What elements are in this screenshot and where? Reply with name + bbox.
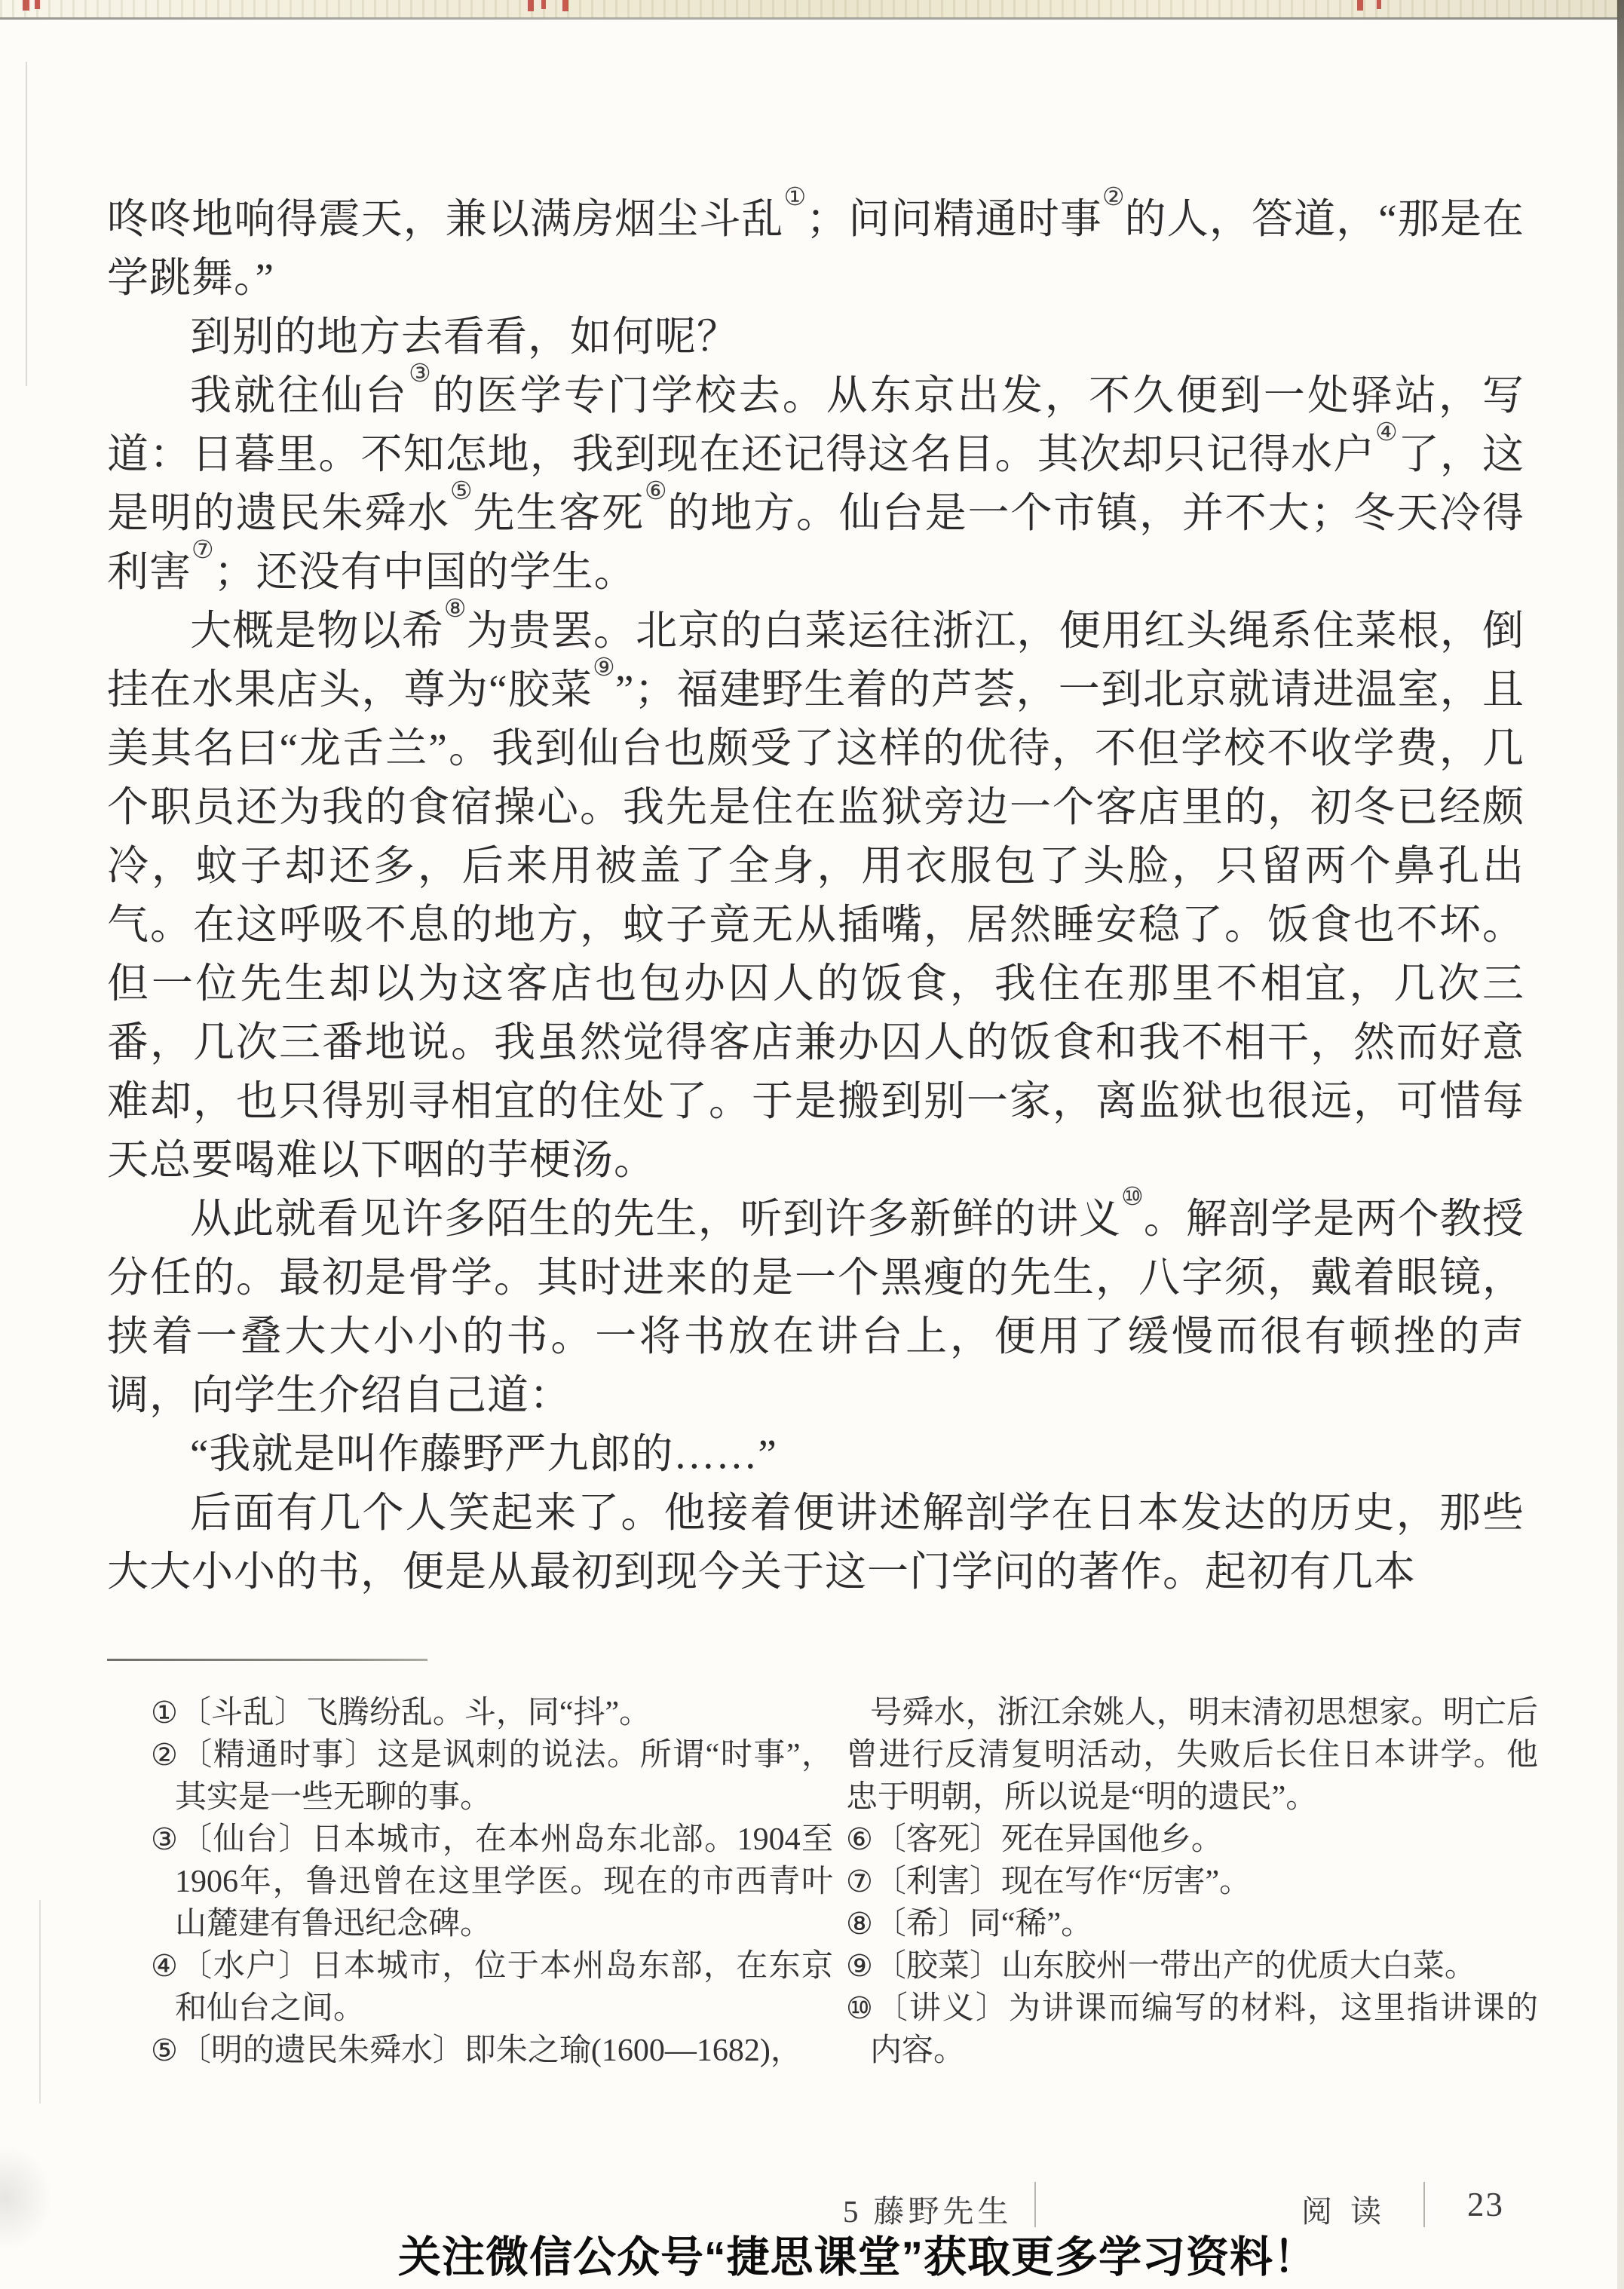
paragraph: 从此就看见许多陌生的先生，听到许多新鲜的讲义⑩。解剖学是两个教授分任的。最初是骨学。其时进来的是一个黑瘦的先生，八字须，戴着眼镜，挟着一叠大大小小的书。一将书放在讲台上，便用了缓慢而很有顿挫的声调，向学生介绍自己道： [107, 1181, 1524, 1418]
footnote-item [151, 2030, 833, 2072]
footnote-text: 〔胶菜〕山东胶州一带出产的优质大白菜。 [874, 1949, 1476, 1984]
footnote-text: 〔斗乱〕飞腾纷乱。斗，同“抖”。 [179, 1696, 651, 1730]
paragraph: 咚咚地响得震天，兼以满房烟尘斗乱①；问问精通时事②的人，答道，“那是在学跳舞。” [107, 181, 1524, 301]
footnote-text: 〔讲义〕为讲课而编写的材料，这里指讲课的内容。 [870, 1991, 1538, 2068]
footnote-marker: ⑩ [846, 1991, 875, 2026]
scan-top-rule [0, 17, 1619, 20]
footnote-item [846, 1945, 1538, 1987]
footnote-item [151, 1734, 833, 1819]
paragraph: 到别的地方去看看，如何呢？ [190, 314, 740, 360]
footnote-ref: ⑥ [644, 475, 668, 505]
footnote-text: 〔明的遗民朱舜水〕即朱之瑜(1600—1682)， [179, 2033, 802, 2068]
footnote-text: 〔水户〕日本城市，位于本州岛东部，在东京和仙台之间。 [175, 1949, 833, 2026]
paragraph: “我就是叫作藤野严九郎的……” [190, 1431, 777, 1477]
body-text [107, 181, 1524, 1601]
footnote-text: 〔利害〕现在写作“厉害”。 [874, 1865, 1252, 1899]
paragraph: 我就往仙台③的医学专门学校去。从东京出发，不久便到一处驿站，写道：日暮里。不知怎地，我到现在还记得这名目。其次却只记得水户④了，这是明的遗民朱舜水⑤先生客死⑥的地方。仙台是一个市镇，并不大；冬天冷得利害⑦；还没有中国的学生。 [107, 357, 1524, 595]
red-ink-mark [1357, 0, 1363, 11]
footnote-marker: ③ [151, 1822, 179, 1857]
footnote-ref: ③ [409, 357, 433, 388]
footnote-ref: ⑨ [593, 651, 615, 682]
footnote-marker: ⑦ [846, 1865, 873, 1899]
footnote-item [151, 1945, 833, 2030]
footnote-text: 〔精通时事〕这是讽刺的说法。所谓“时事”，其实是一些无聊的事。 [175, 1738, 834, 1815]
footnote-ref: ④ [1375, 416, 1398, 446]
footnote-divider [107, 1659, 427, 1661]
footnote-item [151, 1819, 833, 1945]
footnote-marker: ② [151, 1738, 179, 1773]
footnote-text: 〔希〕同“稀”。 [874, 1907, 1093, 1941]
footnote-marker: ⑨ [846, 1949, 873, 1984]
paragraph: 大概是物以希⑧为贵罢。北京的白菜运往浙江，便用红头绳系住菜根，倒挂在水果店头，尊为“胶菜⑨”；福建野生着的芦荟，一到北京就请进温室，且美其名曰“龙舌兰”。我到仙台也颇受了这样的优待，不但学校不收学费，几个职员还为我的食宿操心。我先是住在监狱旁边一个客店里的，初冬已经颇冷，蚊子却还多，后来用被盖了全身，用衣服包了头脸，只留两个鼻孔出气。在这呼吸不息的地方，蚊子竟无从插嘴，居然睡安稳了。饭食也不坏。但一位先生却以为这客店也包办囚人的饭食，我住在那里不相宜，几次三番，几次三番地说。我虽然觉得客店兼办囚人的饭食和我不相干，然而好意难却，也只得别寻相宜的住处了。于是搬到别一家，离监狱也很远，可惜每天总要喝难以下咽的芋梗汤。 [107, 593, 1524, 1183]
footer-divider-line [1034, 2182, 1036, 2227]
red-ink-mark [541, 0, 546, 9]
footnotes-left-column [151, 1692, 833, 2072]
footnote-marker: ⑧ [846, 1907, 873, 1941]
page-number: 23 [1467, 2186, 1504, 2223]
footnote-item [846, 1819, 1538, 1861]
red-ink-mark [1377, 0, 1381, 9]
footnote-text: 号舜水，浙江余姚人，明末清初思想家。明亡后曾进行反清复明活动，失败后长住日本讲学。他忠于明朝，所以说是“明的遗民”。 [846, 1696, 1538, 1815]
footnote-ref: ② [1102, 181, 1125, 211]
footnote-item [151, 1692, 833, 1734]
footnote-item [846, 1861, 1538, 1903]
red-ink-mark [562, 0, 568, 11]
scan-streak [26, 62, 27, 386]
footnote-marker: ① [151, 1696, 178, 1730]
footnote-ref: ⑤ [449, 475, 473, 505]
scan-right-edge [1617, 0, 1624, 2289]
footnote-ref: ⑧ [443, 593, 467, 623]
watermark-text: 关注微信公众号“捷思课堂”获取更多学习资料！ [398, 2233, 1317, 2281]
footnote-ref: ⑩ [1121, 1181, 1144, 1211]
footnote-marker: ④ [151, 1949, 179, 1984]
footnotes-right-column [846, 1692, 1538, 2072]
footnote-text: 〔客死〕死在异国他乡。 [874, 1822, 1223, 1857]
red-ink-mark [35, 0, 40, 9]
lesson-number: 5 [843, 2194, 859, 2229]
footer-divider-line [1423, 2182, 1425, 2227]
lesson-title: 藤野先生 [873, 2194, 1013, 2229]
section-label: 阅读 [1301, 2194, 1399, 2229]
footnote-item [846, 1987, 1538, 2072]
footnote-item [846, 1903, 1538, 1945]
footnote-item [846, 1692, 1538, 1819]
scan-streak [39, 1900, 41, 2104]
red-ink-mark [528, 0, 534, 11]
footnote-ref: ① [783, 181, 807, 211]
footnote-marker: ⑤ [151, 2033, 178, 2068]
footnote-ref: ⑦ [192, 534, 214, 564]
red-ink-mark [23, 0, 29, 11]
footnote-text: 〔仙台〕日本城市，在本州岛东北部。1904至1906年，鲁迅曾在这里学医。现在的市西青叶山麓建有鲁迅纪念碑。 [175, 1822, 833, 1941]
paragraph: 后面有几个人笑起来了。他接着便讲述解剖学在日本发达的历史，那些大大小小的书，便是从最初到现今关于这一门学问的著作。起初有几本 [107, 1490, 1524, 1595]
footnote-marker: ⑥ [846, 1822, 873, 1857]
